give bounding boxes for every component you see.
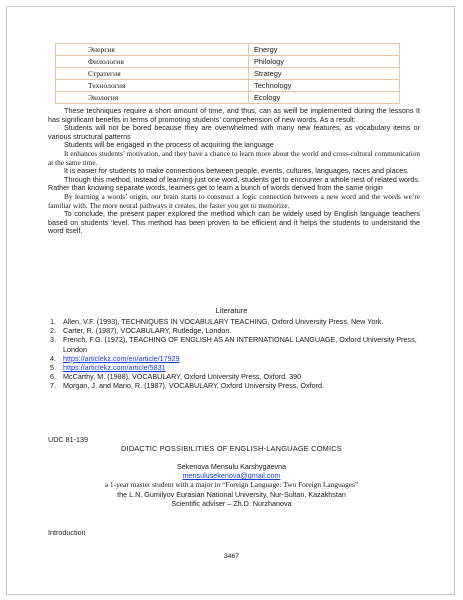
table-row xyxy=(56,80,400,92)
reference-item xyxy=(48,317,420,326)
reference-text: Morgan, J. and Mario, R. (1987), VOCABULARY, Oxford University Press, Oxford. xyxy=(63,381,324,391)
table-cell-russian: Филология xyxy=(56,56,249,68)
paragraph: Students will not be bored because they are overwhelmed with many new features, as vocabulary items or various structural patterns xyxy=(48,123,420,141)
paragraph: It is easier for students to make connections between people, events, cultures, languages, races and places. xyxy=(64,166,409,176)
table-cell-russian: Энергия xyxy=(56,44,249,56)
author-affiliation: a 1-year master student with a major in “Foreign Language: Two Foreign Languages” xyxy=(104,480,359,490)
article-title: DIDACTIC POSSIBILITIES OF ENGLISH-LANGUAGE COMICS xyxy=(121,444,342,453)
paragraph: Through this method, instead of learning just one word, students get to encounter a whole nest of related words. Rather than knowing separate words, learners get to learn a bunch of words derived from the same origin xyxy=(48,174,420,193)
reference-item xyxy=(48,381,420,390)
scientific-adviser: Scientific adviser – Zh.D. Nurzhanova xyxy=(171,498,292,508)
paragraph: Students will be engaged in the process of acquiring the language xyxy=(64,140,274,150)
table-cell-russian: Стратегия xyxy=(56,68,249,80)
reference-list xyxy=(48,317,420,391)
table-cell-russian: Экология xyxy=(56,92,249,104)
table-cell-russian: Технология xyxy=(56,80,249,92)
reference-link[interactable]: https://articlekz.com/en/article/17929 xyxy=(63,353,180,363)
introduction-heading: Introduction xyxy=(48,528,86,537)
table-cell-english: Ecology xyxy=(249,92,400,104)
author-name: Sekenova Mensulu Karshygaevna xyxy=(176,462,287,471)
reference-text: French, F.G. (1972), TEACHING OF ENGLISH AS AN INTERNATIONAL LANGUAGE, Oxford University Press, London xyxy=(63,335,417,354)
reference-number: 6. xyxy=(50,372,56,382)
reference-text: Allen, V.F. (1993), TECHNIQUES IN VOCABULARY TEACHING, Oxford University Press, New York. xyxy=(63,317,384,326)
table-cell-english: Philology xyxy=(249,56,400,68)
reference-item xyxy=(48,335,420,353)
table-row xyxy=(56,56,400,68)
reference-text: McCarthy, M. (1988), VOCABULARY, Oxford University Press, Oxford. 390 xyxy=(63,372,302,382)
reference-item xyxy=(48,354,420,363)
reference-text: Carter, R. (1987), VOCABULARY, Rutledge, London. xyxy=(63,326,232,336)
body-text xyxy=(48,107,420,236)
paragraph: These techniques require a short amount of time, and thus, can as weill be implemented during the lessons It has significant benefits in terms of promoting students’ comprehension of new words. As a result: xyxy=(48,106,420,124)
reference-number: 2. xyxy=(50,326,56,336)
table-row xyxy=(56,92,400,104)
reference-link[interactable]: https://articlekz.com/article/5831 xyxy=(63,363,166,373)
reference-number: 5. xyxy=(50,363,56,373)
reference-item xyxy=(48,326,420,335)
vocabulary-table xyxy=(55,43,400,104)
reference-item xyxy=(48,372,420,381)
table-cell-english: Energy xyxy=(249,44,400,56)
page-number: 3467 xyxy=(223,553,240,560)
table-cell-english: Technology xyxy=(249,80,400,92)
reference-number: 1. xyxy=(50,317,56,326)
reference-number: 7. xyxy=(50,381,56,391)
reference-number: 3. xyxy=(50,335,56,345)
table-cell-english: Strategy xyxy=(249,68,400,80)
table-row xyxy=(56,44,400,56)
paragraph: It enhances students’ motivation, and they have a chance to learn more about the world and cross-cultural communication at the same time. xyxy=(48,148,420,167)
reference-item xyxy=(48,363,420,372)
reference-number: 4. xyxy=(50,353,56,363)
author-university: the L.N. Gumilyov Eurasian National University, Nur-Sultan, Kazakhstan xyxy=(117,489,346,499)
paragraph: By learning a words’ origin, our brain starts to construct a logic connection between a new word and the words we’re familiar with. The more neural pathways it creates, the faster you get to memorize. xyxy=(48,191,420,210)
literature-heading: Literature xyxy=(215,306,248,315)
udc-code: UDC 81-139 xyxy=(48,435,88,444)
author-email-link[interactable]: mensulusekenova@gmail.com xyxy=(182,471,281,481)
paragraph: To conclude, the present paper explored the method which can be widely used by English language teachers based on students ‘level. This method has been proven to be efficient and it helps the students to understand the word itself. xyxy=(48,209,420,236)
author-block xyxy=(0,462,463,508)
table-row xyxy=(56,68,400,80)
